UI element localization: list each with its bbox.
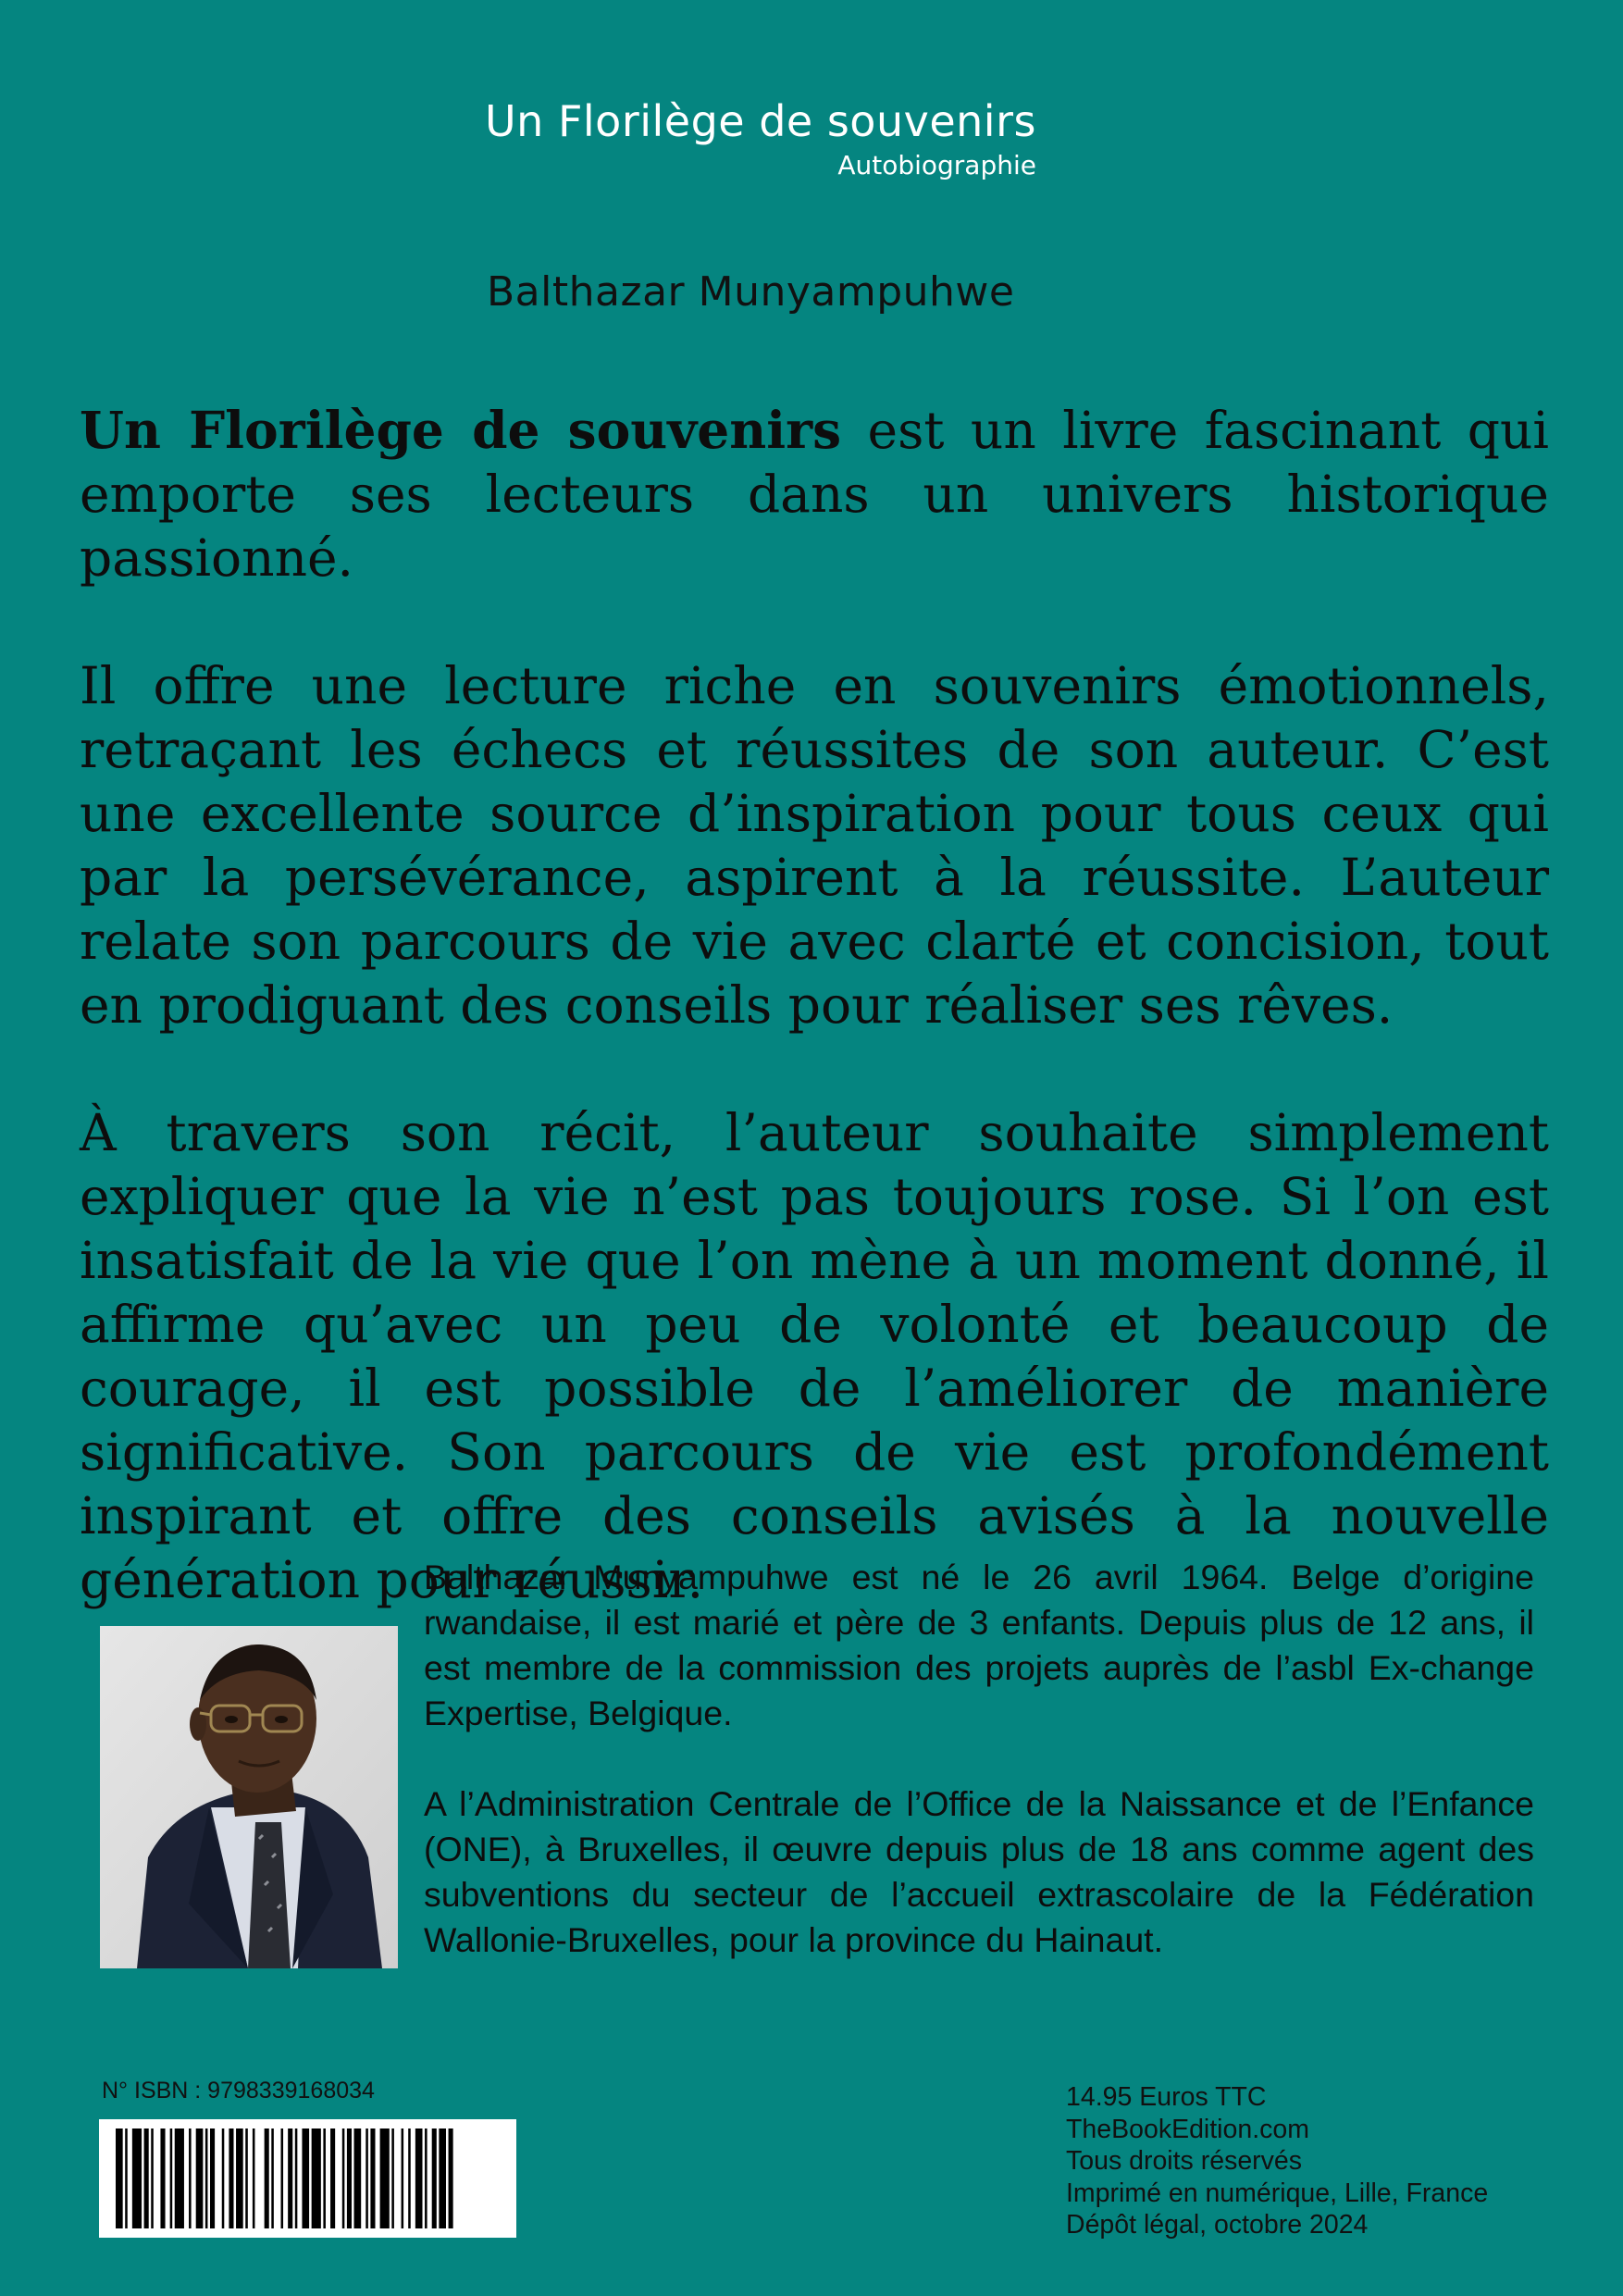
printing-info: Imprimé en numérique, Lille, France — [1066, 2178, 1489, 2208]
blurb-paragraph-1 — [80, 398, 1549, 590]
back-cover-blurb — [80, 398, 1549, 1612]
author-name: Balthazar Munyampuhwe — [487, 268, 1015, 316]
blurb-bold-title: Un Florilège de souvenirs — [80, 400, 842, 460]
blurb-paragraph-3: À travers son récit, l’auteur souhaite simplement expliquer que la vie n’est pas toujours rose. Si l’on est insatisfait de la vie que l’on mène à un moment donné, il affirme qu’avec un peu de volonté et beaucoup de courage, il est possible de l’améliorer de manière significative. Son parcours de vie est profondément inspirant et offre des conseils avisés à la nouvelle génération pour réussir. — [80, 1103, 1549, 1609]
book-subtitle: Autobiographie — [837, 150, 1036, 180]
blurb-paragraph-2: Il offre une lecture riche en souvenirs émotionnels, retraçant les échecs et réussites de son auteur. C’est une excellente source d’inspiration pour tous ceux qui par la persévérance, aspirent à la réussite. L’auteur relate son parcours de vie avec clarté et concision, tout en prodiguant des conseils pour réaliser ses rêves. — [80, 656, 1549, 1035]
blurb-paragraph-1-text: est un livre fascinant qui emporte ses lecteurs dans un univers historique passionné. — [80, 401, 1549, 588]
author-biography — [424, 1555, 1534, 1963]
bio-paragraph-2: A l’Administration Centrale de l’Office de la Naissance et de l’Enfance (ONE), à Bruxelles, il œuvre depuis plus de 18 ans comme agent des subventions du secteur de l’accueil extrascolaire de la Fédération Wallonie-Bruxelles, pour la province du Hainaut. — [424, 1784, 1534, 1959]
author-photo — [100, 1626, 398, 1968]
publication-info — [1066, 2081, 1488, 2241]
barcode — [99, 2119, 516, 2238]
bio-paragraph-1: Balthazar Munyampuhwe est né le 26 avril 1964. Belge d’origine rwandaise, il est marié et père de 3 enfants. Depuis plus de 12 ans, il est membre de la commission des projets auprès de l’asbl Ex-change Expertise, Belgique. — [424, 1558, 1534, 1732]
book-title: Un Florilège de souvenirs — [485, 96, 1036, 146]
barcode-icon — [99, 2119, 516, 2238]
author-portrait-image — [100, 1626, 398, 1968]
rights-notice: Tous droits réservés — [1066, 2146, 1303, 2176]
legal-deposit: Dépôt légal, octobre 2024 — [1066, 2210, 1369, 2240]
price: 14.95 Euros TTC — [1066, 2082, 1267, 2112]
isbn-number: N° ISBN : 9798339168034 — [102, 2078, 375, 2104]
publisher-site: TheBookEdition.com — [1066, 2114, 1309, 2144]
